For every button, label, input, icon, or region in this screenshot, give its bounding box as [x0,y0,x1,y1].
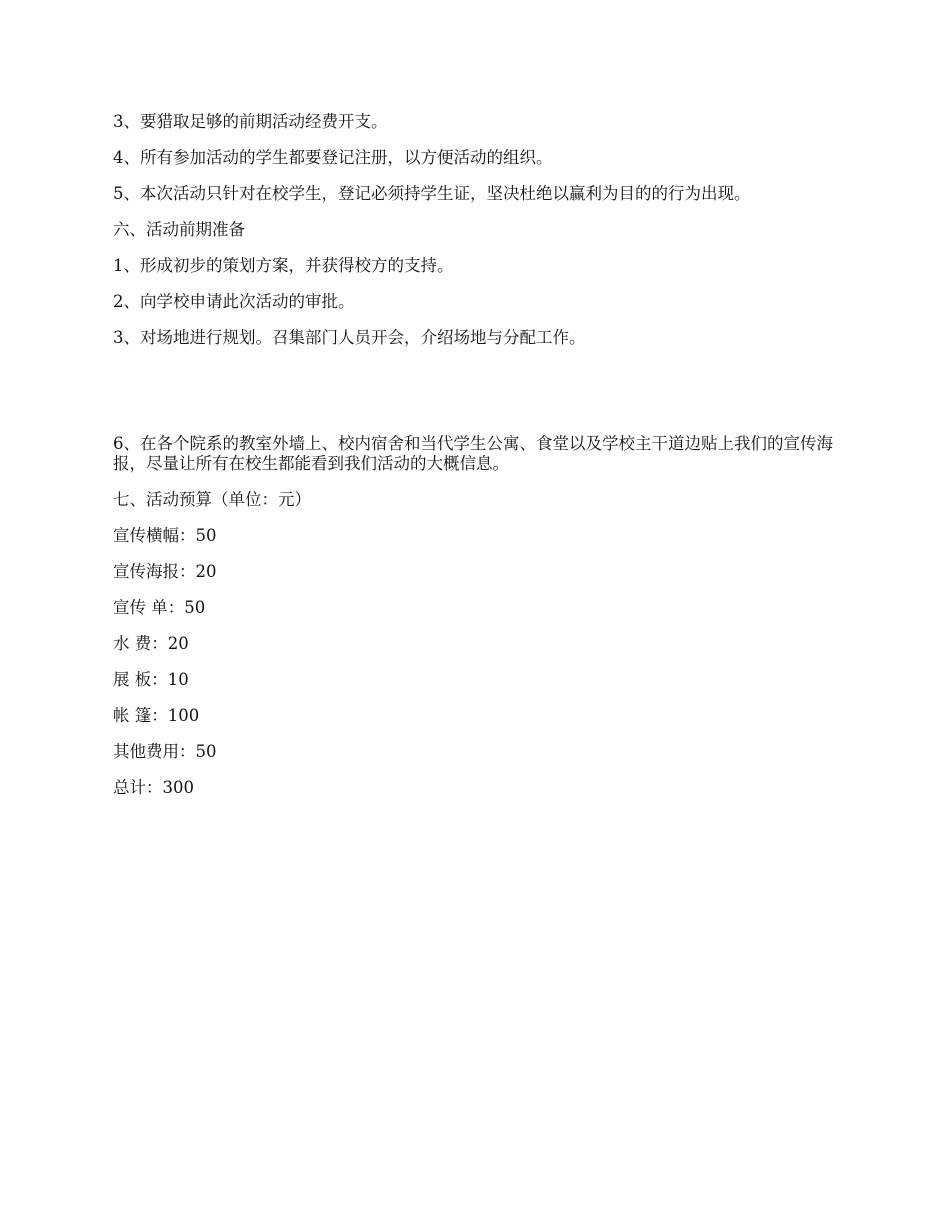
budget-section [113,490,833,814]
section-heading: 六、活动前期准备 [113,220,245,239]
text-line: 1、形成初步的策划方案，并获得校方的支持。 [113,256,454,275]
section-heading: 七、活动预算（单位：元） [113,490,311,509]
budget-total: 总计：300 [113,778,194,797]
section-top [113,112,833,364]
text-line: 4、所有参加活动的学生都要登记注册，以方便活动的组织。 [113,148,553,167]
paragraph-text: 6、在各个院系的教室外墙上、校内宿舍和当代学生公寓、食堂以及学校主干道边贴上我们的宣传海报，尽量让所有在校生都能看到我们活动的大概信息。 [113,434,833,473]
budget-item: 宣传横幅：50 [113,526,217,545]
text-line: 5、本次活动只针对在校学生，登记必须持学生证，坚决杜绝以赢利为目的的行为出现。 [113,184,751,203]
budget-item: 宣传海报：20 [113,562,217,581]
text-line: 3、要猎取足够的前期活动经费开支。 [113,112,388,131]
budget-item: 水 费：20 [113,634,189,653]
budget-item: 其他费用：50 [113,742,217,761]
text-line: 2、向学校申请此次活动的审批。 [113,292,355,311]
text-line: 3、对场地进行规划。召集部门人员开会，介绍场地与分配工作。 [113,328,586,347]
budget-item: 宣传 单：50 [113,598,206,617]
budget-item: 展 板：10 [113,670,189,689]
budget-item: 帐 篷：100 [113,706,200,725]
paragraph-6 [113,434,833,474]
